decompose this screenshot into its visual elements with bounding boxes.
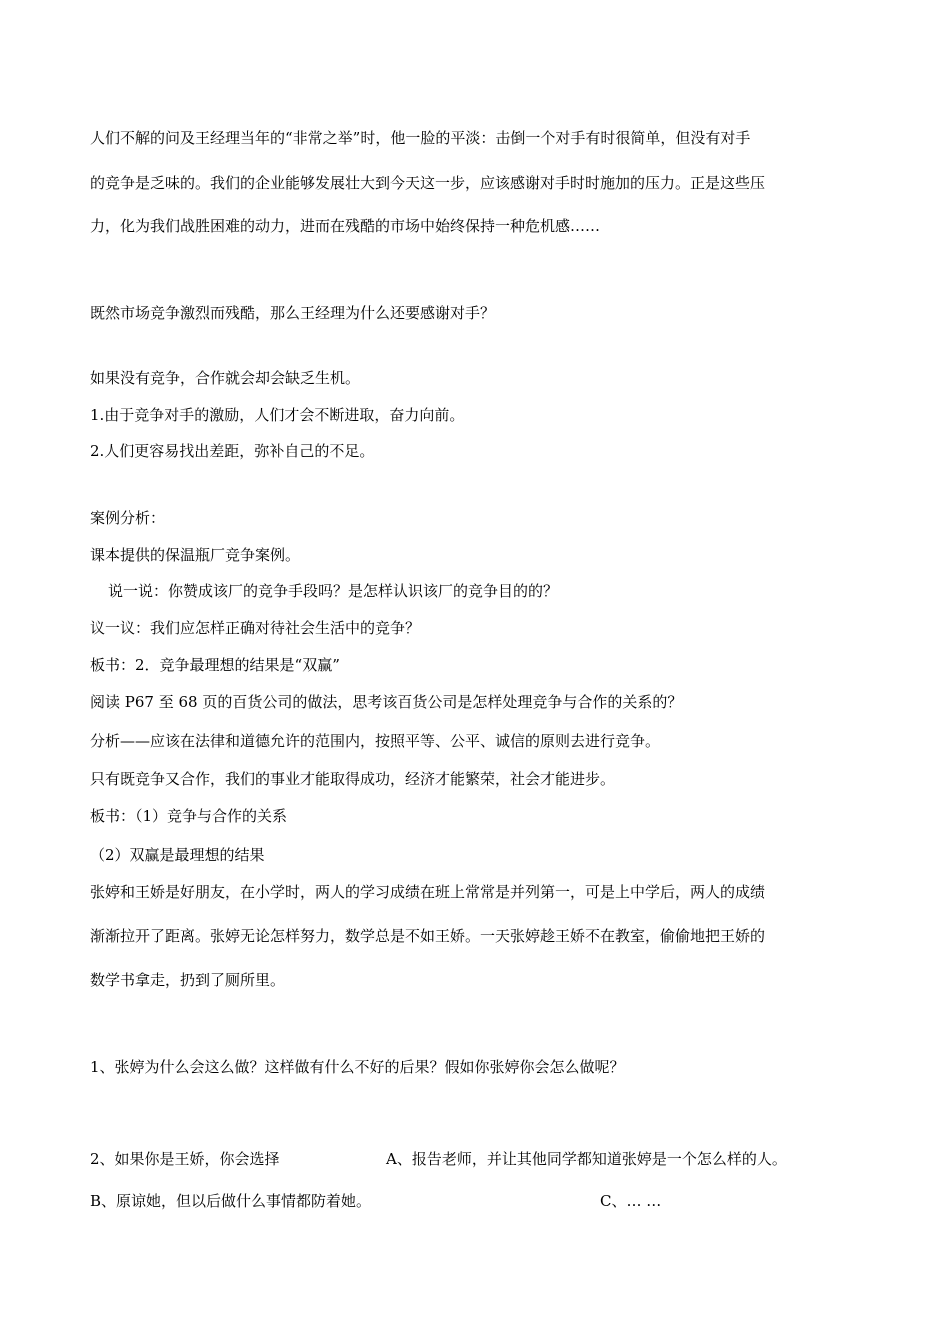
- option-a: A、报告老师，并让其他同学都知道张婷是一个怎么样的人。: [386, 1150, 787, 1168]
- discuss-prompt: 议一议：我们应怎样正确对待社会生活中的竞争？: [90, 619, 421, 637]
- story-line: 张婷和王娇是好朋友，在小学时，两人的学习成绩在班上常常是并列第一，可是上中学后，两人的成绩: [90, 883, 766, 901]
- paragraph-line: 力，化为我们战胜困难的动力，进而在残酷的市场中始终保持一种危机感……: [90, 217, 601, 235]
- answer-text: 如果没有竞争，合作就会却会缺乏生机。: [90, 369, 361, 387]
- board-note: （2）双赢是最理想的结果: [90, 846, 265, 864]
- paragraph-line: 的竞争是乏味的。我们的企业能够发展壮大到今天这一步，应该感谢对手时时施加的压力。正是这些压: [90, 174, 766, 192]
- answer-point: 2.人们更容易找出差距，弥补自己的不足。: [90, 442, 375, 460]
- reading-prompt: 阅读 P67 至 68 页的百货公司的做法，思考该百货公司是怎样处理竞争与合作的关系的？: [90, 693, 683, 711]
- option-c: C、… …: [600, 1192, 662, 1210]
- case-text: 课本提供的保温瓶厂竞争案例。: [90, 546, 301, 564]
- question-1: 1、张婷为什么会这么做？这样做有什么不好的后果？假如你张婷你会怎么做呢？: [90, 1058, 625, 1076]
- story-line: 渐渐拉开了距离。张婷无论怎样努力，数学总是不如王娇。一天张婷趁王娇不在教室，偷偷地把王娇的: [90, 927, 766, 945]
- question-text: 既然市场竞争激烈而残酷，那么王经理为什么还要感谢对手？: [90, 304, 496, 322]
- answer-point: 1.由于竞争对手的激励，人们才会不断进取，奋力向前。: [90, 406, 465, 424]
- option-b: B、原谅她，但以后做什么事情都防着她。: [90, 1192, 372, 1210]
- conclusion-text: 只有既竞争又合作，我们的事业才能取得成功，经济才能繁荣，社会才能进步。: [90, 770, 616, 788]
- board-note: 板书：2．竞争最理想的结果是“双赢”: [90, 656, 340, 674]
- question-2-text: 2、如果你是王娇，你会选择: [90, 1150, 280, 1168]
- story-line: 数学书拿走，扔到了厕所里。: [90, 971, 286, 989]
- section-heading: 案例分析：: [90, 509, 166, 527]
- paragraph-line: 人们不解的问及王经理当年的“非常之举”时，他一脸的平淡：击倒一个对手有时很简单，但没有对手: [90, 129, 751, 147]
- board-note: 板书：（1）竞争与合作的关系: [90, 807, 288, 825]
- options-row: [90, 1191, 890, 1211]
- analysis-text: 分析——应该在法律和道德允许的范围内，按照平等、公平、诚信的原则去进行竞争。: [90, 732, 661, 750]
- talk-prompt: 说一说：你赞成该厂的竞争手段吗？是怎样认识该厂的竞争目的的？: [108, 582, 559, 600]
- question-2: [90, 1149, 890, 1169]
